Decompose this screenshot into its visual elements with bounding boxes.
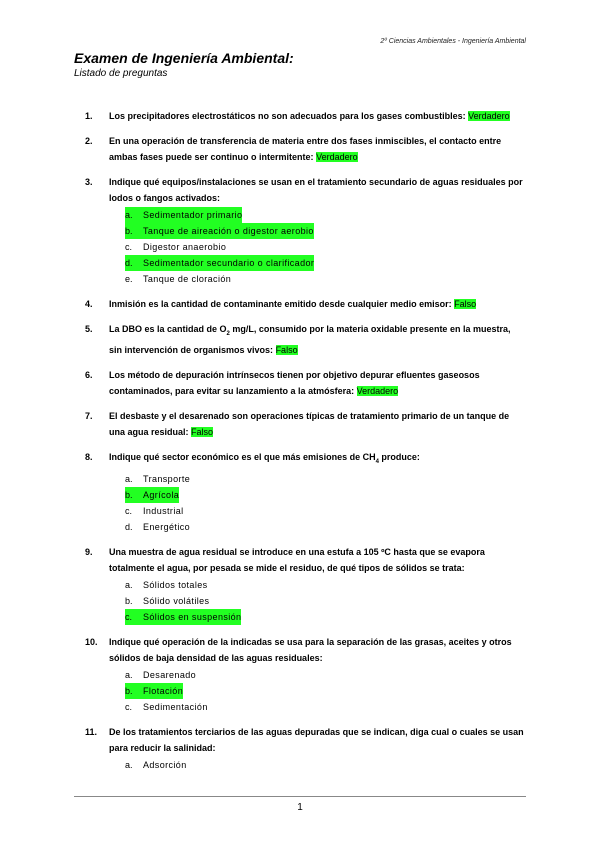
question-text-content: Los método de depuración intrínsecos tienen por objetivo depurar efluentes gaseosos contaminados, para evitar su lanzamiento a la atmósfera: [109,369,480,396]
option-letter: e. [125,274,133,284]
option-item [125,471,525,487]
question-number: 3. [85,177,93,187]
option-item-correct [125,207,525,223]
question-number: 11. [85,726,98,737]
answer-highlight: Falso [454,299,477,309]
option-text: Desarenado [143,669,197,680]
question-text [109,111,466,121]
question-number: 8. [85,451,93,462]
question-text-content: De los tratamientos terciarios de las aguas depuradas que se indican, diga cual o cuales se usan para reducir la salinidad: [109,726,524,753]
question-text-content: Una muestra de agua residual se introduce en una estufa a 105 ºC hasta que se evapora totalmente el agua, por pesada se mide el residuo, de qué tipos de sólidos se trata: [109,546,485,573]
question-text-post: mg/L, consumido por la materia oxidable presente en la muestra, sin intervención de organismos vivos: [109,324,511,355]
question-body [109,321,525,358]
question-item [85,108,525,124]
question-number: 1. [85,111,93,121]
doc-title: Examen de Ingeniería Ambiental: [74,50,294,66]
question-number: 2. [85,136,93,146]
question-text [109,136,501,162]
option-letter: b. [125,223,143,239]
question-body [109,367,525,399]
question-body [109,133,525,165]
answer-highlight: Verdadero [356,385,399,396]
option-letter: c. [125,609,143,625]
option-item [125,699,525,715]
doc-subtitle: Listado de preguntas [74,68,168,79]
option-item [125,271,525,287]
option-letter: a. [125,207,143,223]
option-item [125,577,525,593]
answer-highlight: Verdadero [468,111,510,121]
option-text: Digestor anaerobio [143,242,227,252]
answer-highlight: Falso [275,344,298,355]
option-text: Adsorción [143,759,187,770]
footer-divider [74,796,526,797]
question-item [85,321,525,358]
option-letter: b. [125,595,133,606]
option-letter: c. [125,505,133,516]
question-body [109,724,525,773]
answer-highlight: Verdadero [316,152,358,162]
question-body [109,449,525,535]
question-text [109,299,452,309]
question-text-post: produce: [378,451,420,462]
question-item [85,133,525,165]
question-text [109,727,524,753]
question-item [85,174,525,287]
question-text [109,637,512,663]
option-item [125,757,525,773]
question-body [109,408,525,440]
question-item [85,296,525,312]
option-item-correct [125,223,525,239]
option-list [125,757,525,773]
question-number: 6. [85,369,93,380]
option-text: Sedimentador secundario o clarificador [143,255,314,271]
option-text: Sólidos totales [143,579,208,590]
option-text: Energético [143,521,191,532]
option-letter: c. [125,242,133,252]
option-letter: a. [125,473,133,484]
question-item [85,408,525,440]
option-letter: d. [125,521,133,532]
question-body [109,634,525,715]
question-item [85,449,525,535]
question-item [85,724,525,773]
option-item-correct [125,683,525,699]
question-text-content: En una operación de transferencia de materia entre dos fases inmiscibles, el contacto entre ambas fases puede ser continuo o intermitente: [109,136,502,162]
question-body [109,544,525,625]
page-header: 2º Ciencias Ambientales - Ingeniería Ambiental [380,38,526,45]
option-list [125,577,525,625]
option-item [125,593,525,609]
option-list [125,471,525,535]
page-number: 1 [297,802,303,813]
option-item-correct [125,609,525,625]
question-text-content: Los precipitadores electrostáticos no son adecuados para los gases combustibles: [109,111,466,121]
option-item [125,503,525,519]
option-letter: a. [125,669,133,680]
question-text-subscript: 2 [226,330,230,337]
option-text: Transporte [143,473,191,484]
option-item-correct [125,255,525,271]
question-list [85,108,525,782]
option-item-correct [125,487,525,503]
question-number: 4. [85,299,93,309]
option-text: Tanque de aireación o digestor aerobio [143,223,314,239]
question-item [85,634,525,715]
answer-highlight: Falso [191,426,214,437]
question-text-pre: Indique qué sector económico es el que más emisiones de CH [109,451,376,462]
option-letter: c. [125,701,133,712]
option-text: Sólido volátiles [143,595,210,606]
option-text: Tanque de cloración [143,274,232,284]
question-text-content: Indique qué operación de la indicadas se usa para la separación de las grasas, aceites y otros sólidos de baja densidad de las aguas residuales: [109,636,512,663]
option-item [125,667,525,683]
option-letter: d. [125,255,143,271]
option-text: Sólidos en suspensión [143,609,241,625]
question-number: 5. [85,324,93,334]
question-text [109,370,480,396]
option-text: Industrial [143,505,184,516]
question-body [109,108,525,124]
question-number: 9. [85,546,93,557]
question-text-content: El desbaste y el desarenado son operaciones típicas de tratamiento primario de un tanque de una agua residual: [109,410,510,437]
question-item [85,544,525,625]
question-text [109,177,523,203]
option-text: Sedimentación [143,701,208,712]
question-text [109,324,510,355]
option-text: Agrícola [143,487,179,503]
question-body [109,296,525,312]
question-item [85,367,525,399]
question-body [109,174,525,287]
option-text: Flotación [143,683,183,699]
question-text-content: Inmisión es la cantidad de contaminante emitido desde cualquier medio emisor: [109,299,452,309]
question-text [109,411,509,437]
option-letter: a. [125,759,133,770]
option-text: Sedimentador primario [143,207,242,223]
option-item [125,239,525,255]
question-text-subscript: 4 [375,458,379,465]
option-list [125,667,525,715]
option-letter: b. [125,683,143,699]
option-list [125,207,525,287]
question-text [109,547,485,573]
question-text [109,451,420,465]
question-text-content: Indique qué equipos/instalaciones se usan en el tratamiento secundario de aguas residuales por lodos o fangos activados: [109,177,523,203]
question-number: 10. [85,636,98,647]
option-letter: a. [125,579,133,590]
question-number: 7. [85,410,93,421]
question-text-pre: La DBO es la cantidad de O [109,324,227,334]
option-item [125,519,525,535]
option-letter: b. [125,487,143,503]
